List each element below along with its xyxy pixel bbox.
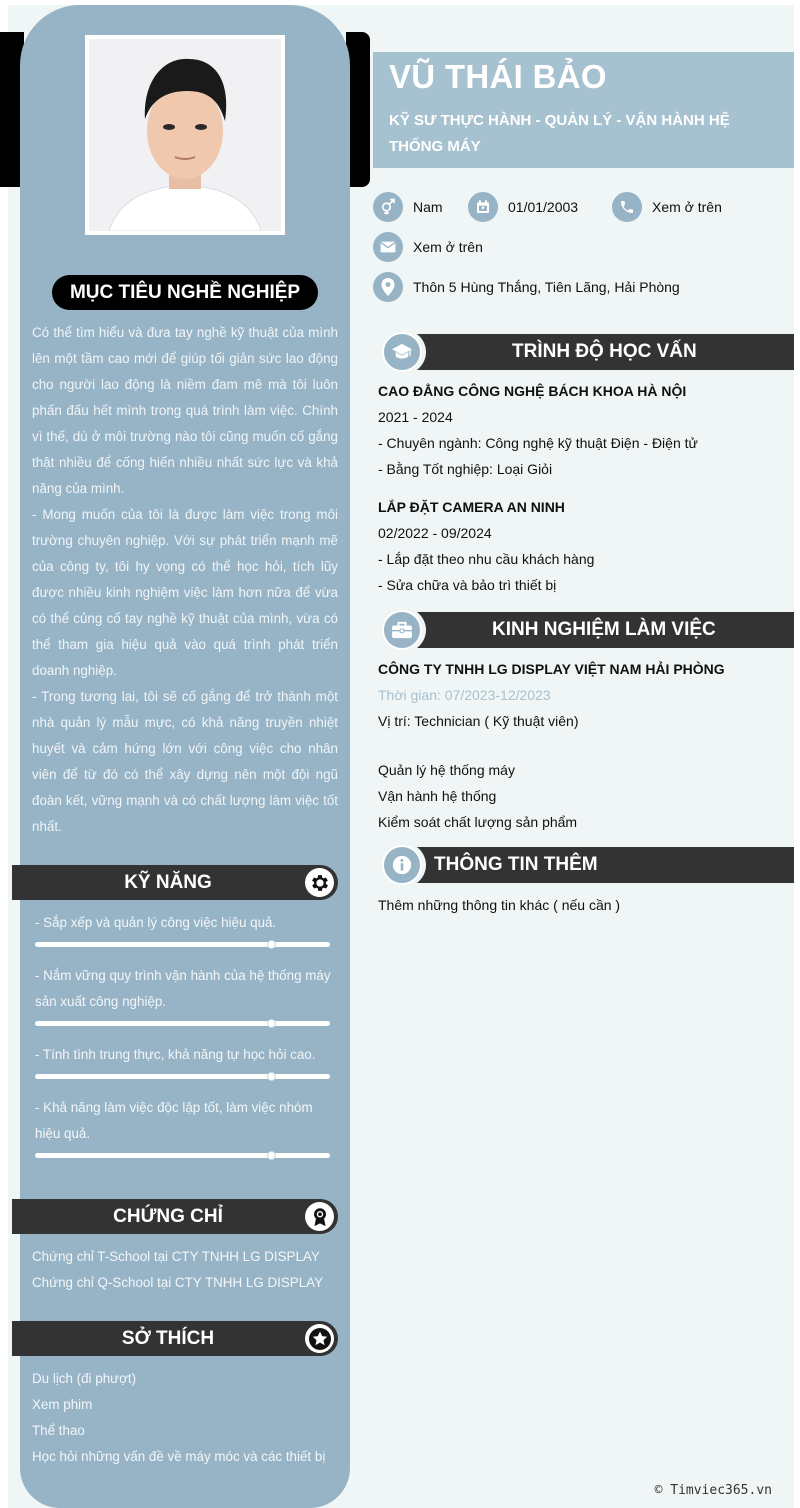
experience-duty: Vận hành hệ thống xyxy=(378,788,497,804)
skill-item: - Khả năng làm việc độc lập tốt, làm việc nhóm hiệu quả. xyxy=(35,1100,313,1141)
gender-value: Nam xyxy=(413,199,443,215)
objective-paragraph: - Trong tương lai, tôi sẽ cố gắng để trở thành một nhà quản lý mẫu mực, có khả năng truyền nhiệt huyết và cảm hứng lớn với công việc cho nhân viên để từ đó có thể xây dựng nên một đội ngũ đoàn kết, vững mạnh và có chất lượng làm việc tốt nhất. xyxy=(32,689,338,834)
skills-heading xyxy=(12,865,338,900)
skill-item: - Tính tình trung thực, khả năng tự học hỏi cao. xyxy=(35,1047,316,1062)
birthday-row xyxy=(468,192,578,222)
award-badge-icon xyxy=(305,1202,334,1231)
objective-text xyxy=(32,320,338,840)
name-header xyxy=(373,52,794,168)
experience-period: Thời gian: 07/2023-12/2023 xyxy=(378,687,551,703)
phone-icon xyxy=(612,192,642,222)
education-detail: - Chuyên ngành: Công nghệ kỹ thuật Điện - Điện tử xyxy=(378,435,698,451)
education-period: 2021 - 2024 xyxy=(378,409,453,425)
gender-icon xyxy=(373,192,403,222)
skill-level-bar xyxy=(35,1074,330,1079)
address-row xyxy=(373,272,680,302)
skills-heading-label: KỸ NĂNG xyxy=(124,872,212,893)
hobby-item: Xem phim xyxy=(32,1397,93,1412)
education-heading xyxy=(378,329,794,377)
email-row xyxy=(373,232,483,262)
additional-heading-bar xyxy=(398,847,794,883)
education-school: LẮP ĐẶT CAMERA AN NINH xyxy=(378,499,565,515)
envelope-icon xyxy=(373,232,403,262)
info-icon xyxy=(382,845,422,885)
experience-company: CÔNG TY TNHH LG DISPLAY VIỆT NAM HẢI PHÒNG xyxy=(378,661,725,677)
education-period: 02/2022 - 09/2024 xyxy=(378,525,492,541)
portrait-image xyxy=(89,39,281,231)
hobbies-list xyxy=(32,1366,342,1470)
birthday-value: 01/01/2003 xyxy=(508,199,579,215)
briefcase-icon xyxy=(382,610,422,650)
address-value: Thôn 5 Hùng Thắng, Tiên Lãng, Hải Phòng xyxy=(413,279,680,295)
experience-position: Vị trí: Technician ( Kỹ thuật viên) xyxy=(378,713,579,729)
skill-item: - Nắm vững quy trình vận hành của hệ thống máy sản xuất công nghiệp. xyxy=(35,968,331,1009)
gear-icon xyxy=(305,868,334,897)
experience-heading-badge xyxy=(378,607,426,653)
education-detail: - Sửa chữa và bảo trì thiết bị xyxy=(378,577,557,593)
location-pin-icon xyxy=(373,272,403,302)
hobby-item: Thể thao xyxy=(32,1423,85,1438)
certificate-item: Chứng chỉ Q-School tại CTY TNHH LG DISPLAY xyxy=(32,1275,324,1290)
graduation-cap-icon xyxy=(382,332,422,372)
certificates-list xyxy=(32,1244,342,1296)
additional-heading-label: THÔNG TIN THÊM xyxy=(434,854,598,875)
hobby-item: Du lịch (đi phượt) xyxy=(32,1371,137,1386)
education-school: CAO ĐẲNG CÔNG NGHỆ BÁCH KHOA HÀ NỘI xyxy=(378,383,687,399)
education-entry xyxy=(378,494,788,598)
candidate-title: KỸ SƯ THỰC HÀNH - QUẢN LÝ - VẬN HÀNH HỆ THỐNG MÁY xyxy=(389,112,730,155)
education-heading-badge xyxy=(378,329,426,375)
education-detail: - Lắp đặt theo nhu cầu khách hàng xyxy=(378,551,595,567)
skill-level-bar xyxy=(35,1021,330,1026)
education-detail: - Bằng Tốt nghiệp: Loại Giỏi xyxy=(378,461,553,477)
education-heading-bar xyxy=(398,334,794,370)
additional-heading-badge xyxy=(378,842,426,888)
email-value: Xem ở trên xyxy=(413,239,483,255)
skill-level-handle xyxy=(267,1072,276,1081)
phone-row xyxy=(612,192,722,222)
objective-paragraph: Có thể tìm hiểu và đưa tay nghề kỹ thuật của mình lên một tầm cao mới để giúp tối giản sức lao động cho người lao động là niềm đam mê mà tôi luôn phấn đấu hết mình trong quá trình làm việc. Chính vì thế, dù ở môi trường nào tôi cũng muốn cố gắng thật nhiều để cống hiến nhiều nhất sức lực và khả năng của mình. xyxy=(32,325,338,496)
experience-heading xyxy=(378,607,794,655)
additional-heading xyxy=(378,842,794,890)
skill-level-handle xyxy=(267,1019,276,1028)
objective-heading: MỤC TIÊU NGHỀ NGHIỆP xyxy=(52,275,318,310)
education-entry xyxy=(378,378,788,482)
hobby-item: Học hỏi những vấn đề về máy móc và các thiết bị xyxy=(32,1449,326,1464)
certificate-item: Chứng chỉ T-School tại CTY TNHH LG DISPLAY xyxy=(32,1249,320,1264)
gender-row xyxy=(373,192,443,222)
experience-entry xyxy=(378,656,788,734)
experience-heading-bar xyxy=(398,612,794,648)
skill-level-bar xyxy=(35,942,330,947)
experience-duty: Kiểm soát chất lượng sản phẩm xyxy=(378,814,578,830)
hobbies-heading-label: SỞ THÍCH xyxy=(121,1328,215,1349)
skill-level-bar xyxy=(35,1153,330,1158)
experience-heading-label: KINH NGHIỆM LÀM VIỆC xyxy=(492,619,716,640)
skill-level-handle xyxy=(267,940,276,949)
hobbies-heading xyxy=(12,1321,338,1356)
footer-credit: © Timviec365.vn xyxy=(654,1483,772,1498)
calendar-icon xyxy=(468,192,498,222)
candidate-name: VŨ THÁI BẢO xyxy=(389,58,607,95)
skill-level-handle xyxy=(267,1151,276,1160)
experience-duties xyxy=(378,757,788,835)
skill-item: - Sắp xếp và quản lý công việc hiệu quả. xyxy=(35,915,277,930)
profile-photo xyxy=(85,35,285,235)
certificates-heading xyxy=(12,1199,338,1234)
education-heading-label: TRÌNH ĐỘ HỌC VẤN xyxy=(512,341,697,362)
experience-duty: Quản lý hệ thống máy xyxy=(378,762,515,778)
phone-value: Xem ở trên xyxy=(652,199,722,215)
objective-paragraph: - Mong muốn của tôi là được làm việc trong môi trường chuyên nghiệp. Với sự phát triển mạnh mẽ của công ty, tôi hy vọng có thể học hỏi, tích lũy được nhiều kinh nghiệm việc làm hơn nữa để vừa có thể củng cố tay nghề kỹ thuật của mình, vừa có thể tham gia hiệu quả vào quá trình phát triển doanh nghiệp. xyxy=(32,507,338,678)
certificates-heading-label: CHỨNG CHỈ xyxy=(113,1206,223,1227)
additional-text: Thêm những thông tin khác ( nếu cần ) xyxy=(378,897,621,913)
star-icon xyxy=(305,1324,334,1353)
